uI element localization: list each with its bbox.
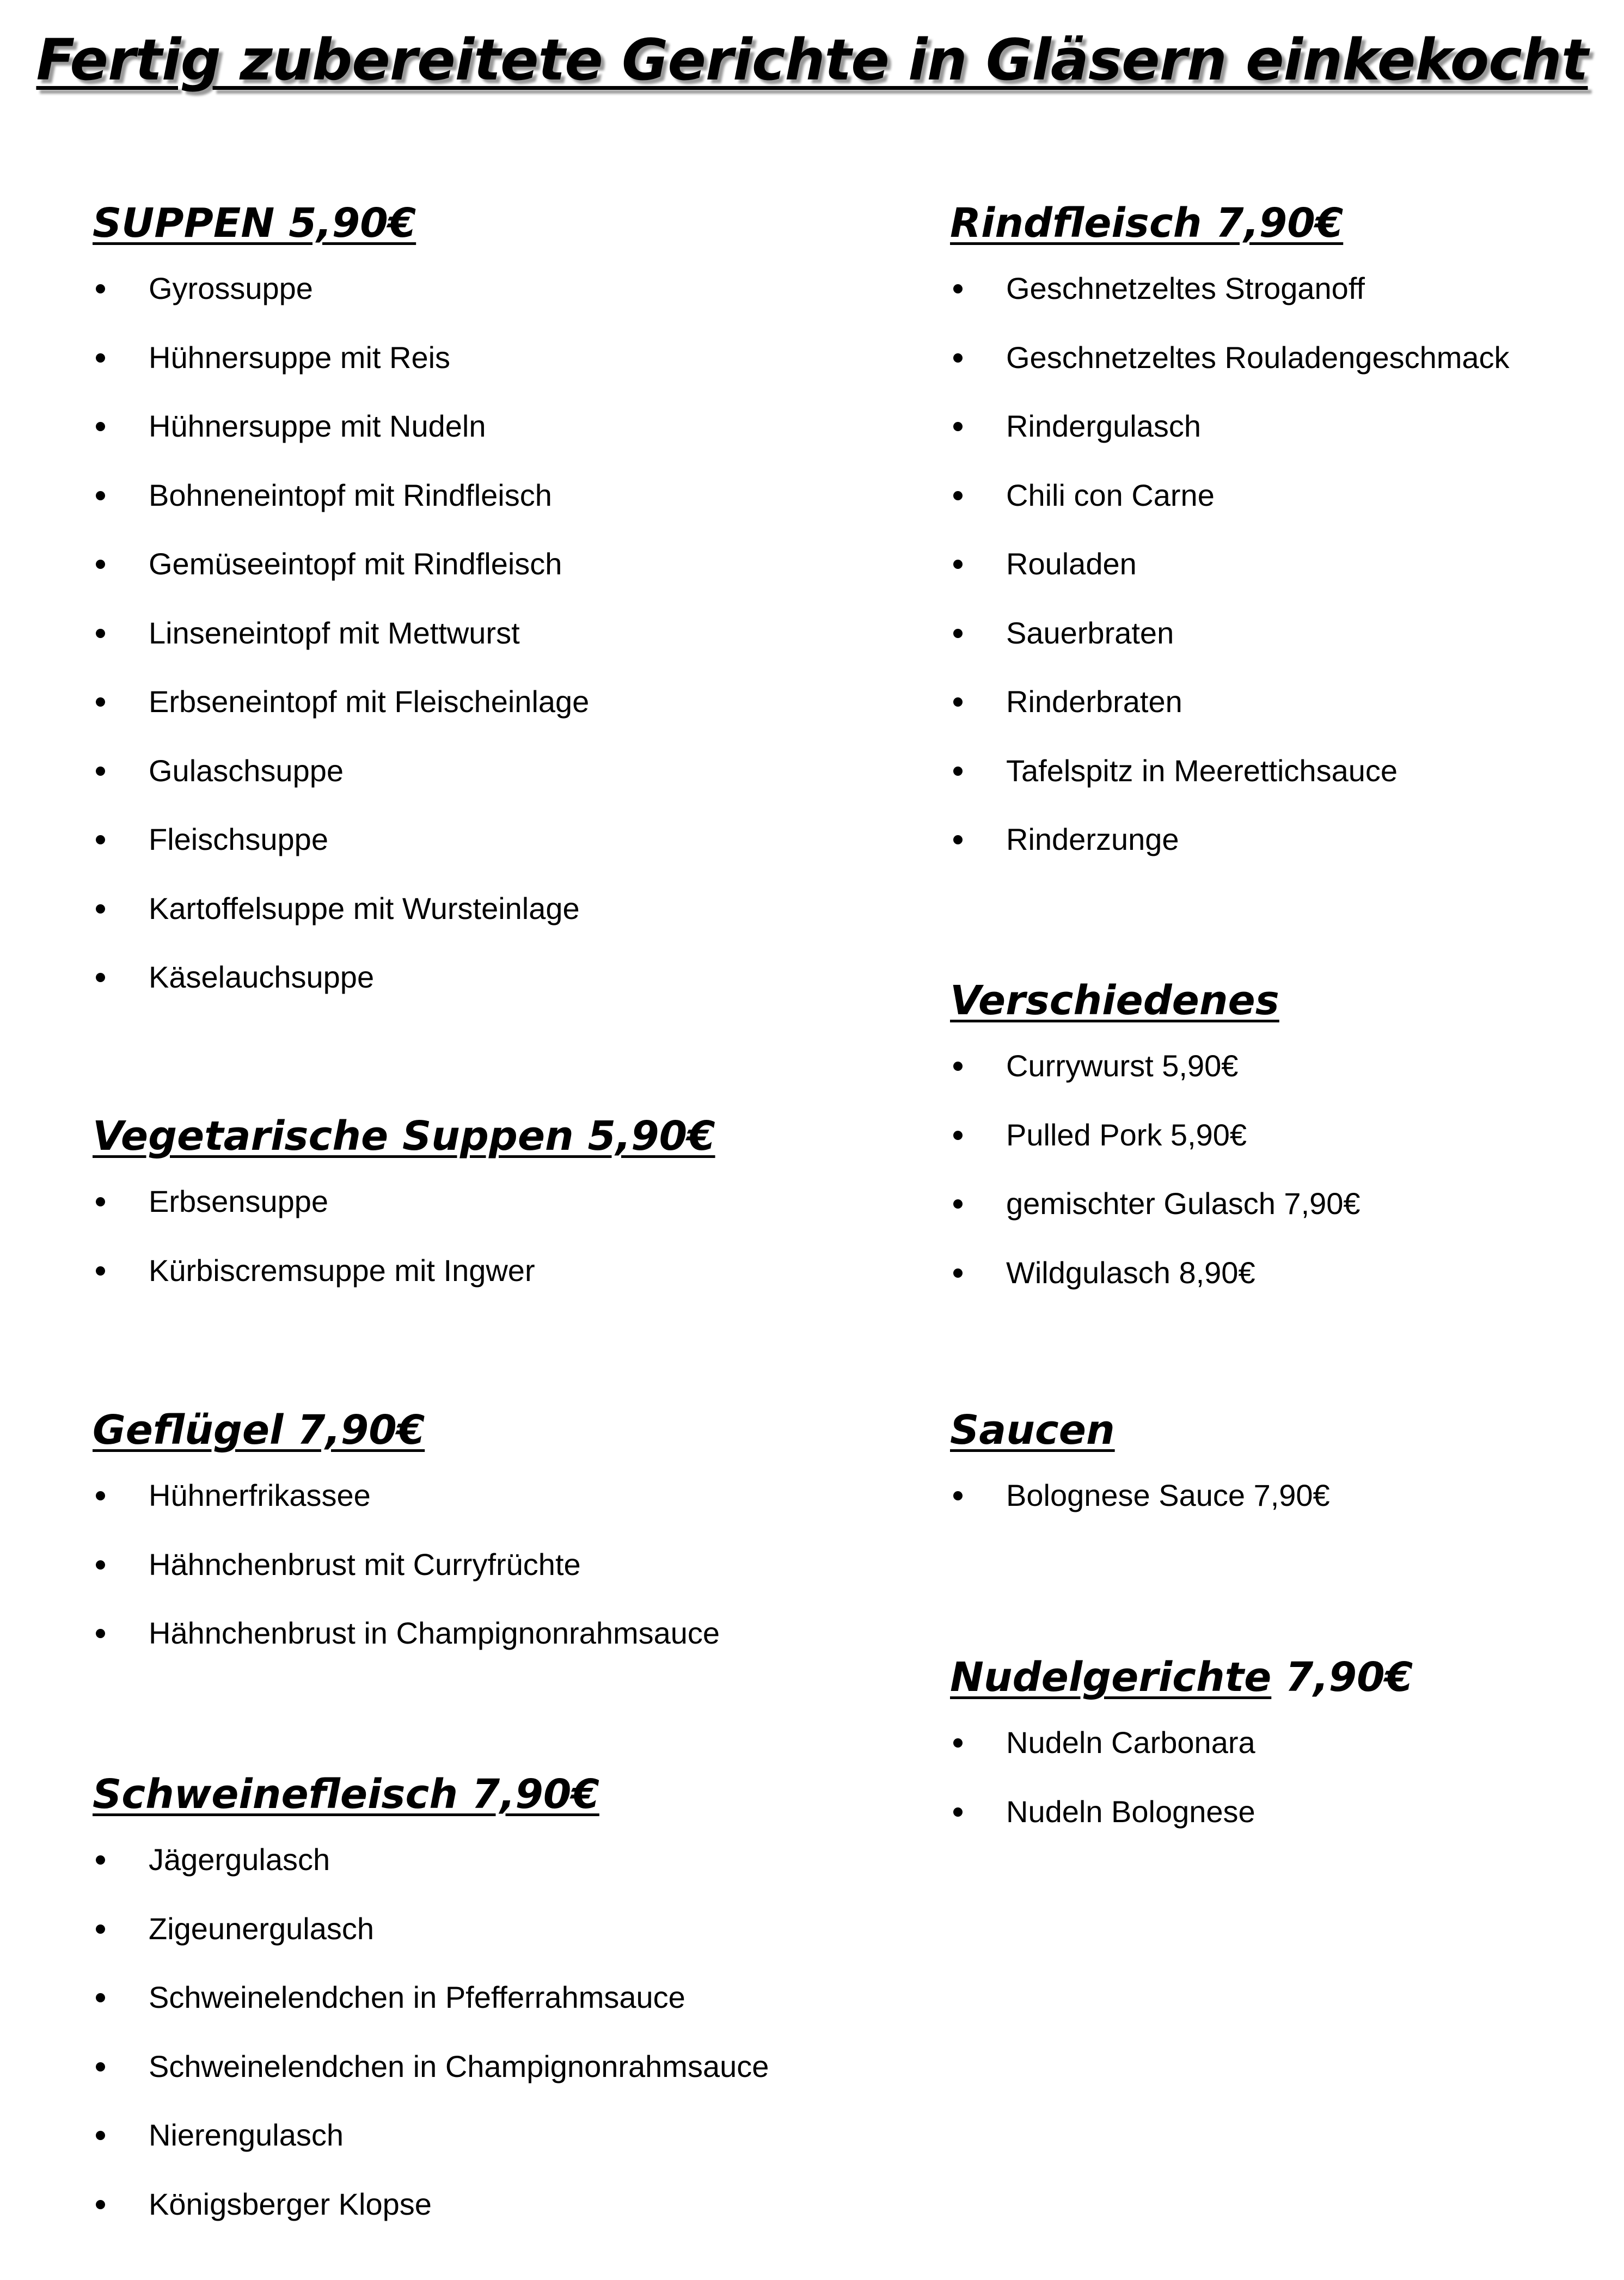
section-heading-text: SUPPEN 5,90€ [93, 200, 416, 247]
section-heading [93, 193, 844, 253]
bullet-icon [96, 2200, 105, 2209]
dish-name: Schweinelendchen in Champignonrahmsauce [149, 2049, 769, 2083]
dish-item [93, 953, 844, 1022]
section-nudelgerichte [950, 1647, 1592, 1856]
bullet-icon [953, 284, 963, 293]
bullet-icon [953, 697, 963, 707]
bullet-icon [96, 353, 105, 363]
bullet-icon [96, 629, 105, 638]
dish-item [950, 609, 1592, 678]
dish-item [93, 746, 844, 816]
page-title: Fertig zubereitete Gerichte in Gläsern einkekocht [36, 27, 1588, 93]
dish-name: Jägergulasch [149, 1842, 330, 1877]
dish-name: Geschnetzeltes Rouladengeschmack [1006, 340, 1510, 375]
bullet-icon [953, 1491, 963, 1500]
dish-name: Zigeunergulasch [149, 1911, 375, 1946]
bullet-icon [96, 767, 105, 776]
dish-item [950, 815, 1592, 884]
bullet-icon [953, 1131, 963, 1140]
dish-list [950, 1718, 1592, 1856]
section-heading-text: Saucen [950, 1407, 1115, 1454]
dish-item [950, 746, 1592, 816]
dish-item [93, 1609, 844, 1678]
dish-item [950, 1179, 1592, 1248]
dish-list [93, 1835, 844, 2248]
dish-name: Gyrossuppe [149, 271, 313, 305]
dish-item [93, 677, 844, 746]
section-heading [93, 1764, 844, 1824]
dish-name: Geschnetzeltes Stroganoff [1006, 271, 1365, 305]
dish-name: Sauerbraten [1006, 615, 1174, 650]
dish-item [93, 2180, 844, 2249]
section-heading-text: Vegetarische Suppen 5,90€ [93, 1113, 715, 1160]
section-heading [950, 1400, 1592, 1460]
dish-item [950, 1248, 1592, 1317]
dish-name: Rinderbraten [1006, 684, 1182, 719]
dish-item [93, 2111, 844, 2180]
dish-item [93, 1835, 844, 1904]
section-heading-price: 7,90€ [1271, 1654, 1413, 1701]
bullet-icon [953, 1738, 963, 1748]
dish-item [93, 264, 844, 333]
bullet-icon [96, 904, 105, 914]
dish-item [93, 1904, 844, 1973]
dish-item [950, 333, 1592, 402]
section-heading [950, 193, 1592, 253]
dish-item [950, 1787, 1592, 1856]
bullet-icon [96, 835, 105, 844]
dish-name: Hühnersuppe mit Reis [149, 340, 451, 375]
dish-item [93, 2042, 844, 2111]
bullet-icon [953, 422, 963, 431]
bullet-icon [953, 1268, 963, 1278]
dish-item [950, 1471, 1592, 1540]
dish-name: Rinderzunge [1006, 822, 1179, 856]
dish-item [93, 1471, 844, 1540]
bullet-icon [953, 560, 963, 569]
bullet-icon [96, 1491, 105, 1500]
section-heading-text: Schweinefleisch 7,90€ [93, 1771, 599, 1818]
section-heading-text: Verschiedenes [950, 977, 1279, 1024]
dish-list [93, 1471, 844, 1678]
dish-name: Nudeln Carbonara [1006, 1725, 1255, 1760]
dish-name: Nudeln Bolognese [1006, 1794, 1255, 1829]
dish-item [950, 264, 1592, 333]
section-heading [950, 1647, 1592, 1707]
bullet-icon [96, 422, 105, 431]
dish-item [950, 1041, 1592, 1111]
section-heading [93, 1400, 844, 1460]
dish-list [950, 1041, 1592, 1317]
bullet-icon [96, 1855, 105, 1865]
section-verschiedenes [950, 971, 1592, 1317]
section-heading [93, 1106, 844, 1166]
bullet-icon [953, 1199, 963, 1209]
bullet-icon [953, 1807, 963, 1817]
dish-item [93, 402, 844, 471]
dish-name: Hähnchenbrust mit Curryfrüchte [149, 1547, 581, 1582]
bullet-icon [96, 1629, 105, 1638]
dish-name: Hähnchenbrust in Champignonrahmsauce [149, 1616, 720, 1650]
dish-item [950, 677, 1592, 746]
dish-name: Kürbiscremsuppe mit Ingwer [149, 1253, 535, 1288]
dish-name: Rouladen [1006, 547, 1137, 581]
dish-item [93, 471, 844, 540]
dish-name: Käselauchsuppe [149, 960, 375, 994]
dish-item [93, 540, 844, 609]
dish-list [950, 264, 1592, 884]
dish-name: Rindergulasch [1006, 409, 1201, 443]
dish-item [93, 1973, 844, 2042]
bullet-icon [953, 353, 963, 363]
dish-list [93, 1177, 844, 1315]
dish-name: Gemüseeintopf mit Rindfleisch [149, 547, 562, 581]
dish-item [93, 884, 844, 953]
bullet-icon [96, 2062, 105, 2071]
bullet-icon [96, 1560, 105, 1570]
section-rindfleisch [950, 193, 1592, 884]
dish-item [950, 540, 1592, 609]
dish-list [93, 264, 844, 1022]
section-heading [950, 971, 1592, 1031]
dish-list [950, 1471, 1592, 1540]
bullet-icon [96, 1266, 105, 1276]
dish-name: Erbsensuppe [149, 1184, 329, 1218]
dish-name: Linseneintopf mit Mettwurst [149, 615, 520, 650]
bullet-icon [953, 1062, 963, 1071]
bullet-icon [953, 491, 963, 500]
bullet-icon [953, 629, 963, 638]
bullet-icon [96, 491, 105, 500]
dish-item [93, 609, 844, 678]
section-gefluegel [93, 1400, 844, 1678]
dish-name: Kartoffelsuppe mit Wursteinlage [149, 891, 580, 926]
dish-name: Schweinelendchen in Pfefferrahmsauce [149, 1980, 685, 2014]
dish-name: Königsberger Klopse [149, 2186, 432, 2221]
section-vegetarische-suppen [93, 1106, 844, 1315]
section-saucen [950, 1400, 1592, 1540]
bullet-icon [96, 1924, 105, 1934]
dish-item [950, 471, 1592, 540]
dish-name: Tafelspitz in Meerettichsauce [1006, 753, 1398, 788]
dish-name: Chili con Carne [1006, 477, 1215, 512]
dish-item [950, 1718, 1592, 1787]
bullet-icon [96, 973, 105, 982]
section-schweinefleisch [93, 1764, 844, 2248]
dish-name: Fleischsuppe [149, 822, 328, 856]
dish-item [93, 815, 844, 884]
dish-item [950, 402, 1592, 471]
dish-name: Nierengulasch [149, 2118, 344, 2152]
bullet-icon [96, 1197, 105, 1206]
bullet-icon [96, 560, 105, 569]
dish-name: Gulaschsuppe [149, 753, 344, 788]
section-heading-text: Rindfleisch 7,90€ [950, 200, 1344, 247]
bullet-icon [96, 284, 105, 293]
bullet-icon [96, 697, 105, 707]
dish-name: Pulled Pork 5,90€ [1006, 1117, 1247, 1152]
dish-item [93, 333, 844, 402]
dish-item [93, 1177, 844, 1246]
dish-name: Hühnersuppe mit Nudeln [149, 409, 486, 443]
dish-item [950, 1111, 1592, 1180]
dish-name: Bohneneintopf mit Rindfleisch [149, 477, 552, 512]
dish-name: Bolognese Sauce 7,90€ [1006, 1478, 1330, 1512]
bullet-icon [96, 2131, 105, 2140]
section-heading-text: Geflügel 7,90€ [93, 1407, 425, 1454]
dish-name: Hühnerfrikassee [149, 1478, 371, 1512]
bullet-icon [953, 835, 963, 844]
bullet-icon [96, 1993, 105, 2002]
dish-name: gemischter Gulasch 7,90€ [1006, 1186, 1361, 1221]
dish-name: Erbseneintopf mit Fleischeinlage [149, 684, 590, 719]
dish-item [93, 1540, 844, 1609]
dish-name: Currywurst 5,90€ [1006, 1049, 1239, 1083]
section-suppen [93, 193, 844, 1022]
dish-item [93, 1246, 844, 1315]
bullet-icon [953, 767, 963, 776]
dish-name: Wildgulasch 8,90€ [1006, 1255, 1255, 1290]
section-heading-text: Nudelgerichte [950, 1654, 1272, 1701]
